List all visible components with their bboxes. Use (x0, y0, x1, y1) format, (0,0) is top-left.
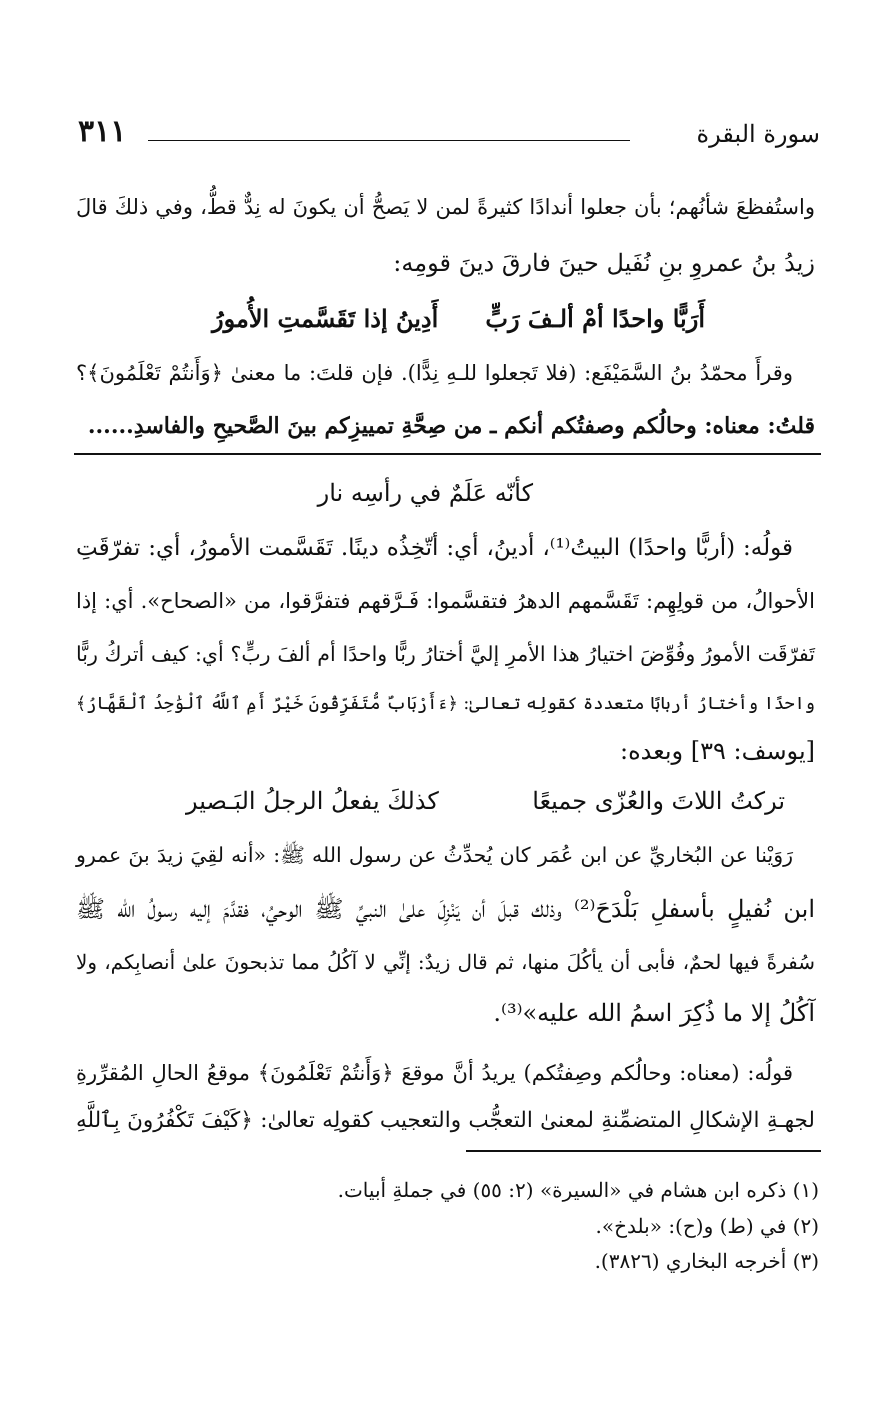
main-text-line-2: زيدُ بنُ عمروِ بنِ نُفَيل حينَ فارقَ دينَ قومِه: (393, 249, 815, 277)
main-text-line-4: وقرأَ محمّدُ بنُ السَّمَيْفَع: (فلا تَجعلوا للـهِ نِدًّا). فإن قلتَ: ما معنىٰ ﴿وَأَنتُمْ تَعْلَمُونَ﴾؟ (76, 361, 793, 385)
commentary-line-6: رَوَيْنا عن البُخاريِّ عن ابن عُمَر كان يُحدِّثُ عن رسول الله ﷺ: «أنه لقِيَ زيدَ بنَ عمرو (76, 843, 793, 867)
commentary-line-3: تَفرّقَت الأمورُ وفُوِّضَ اختيارُ هذا الأمرِ إليَّ أختارُ ربًّا واحدًا أم ألفَ ربٍّ؟ أي: كيف أتركُ ربًّا (76, 642, 815, 666)
poem-hemistich-left: أَدِينُ إذا تَقَسَّمتِ الأُمورُ (212, 304, 439, 333)
surah-title: سورة البقرة (696, 120, 820, 148)
commentary-line-8: سُفرةً فيها لحمٌ، فأبى أن يأكُلَ منها، ثم قال زيدٌ: إنِّي لا آكُلُ مما تذبحونَ علىٰ أنصابِكم، ولا (76, 950, 815, 974)
commentary-line-4: واحدًا وأختارُ أربابًا متعددة كقولِه تعالىٰ: ﴿ءَأَرْبَابٌ مُّتَفَرِّقُونَ خَيْرٌ أَمِ ٱللَّهُ ٱلْوَٰحِدُ ٱلْقَهَّارُ﴾ (75, 694, 815, 714)
poem2-hemistich-left: كذلكَ يفعلُ الرجلُ البَـصير (186, 787, 439, 815)
commentary-line-1: قولُه: (أربًّا واحدًا) البيتُ⁽¹⁾، أدينُ، أي: أتّخِذُه دينًا. تَقَسَّمت الأمورُ، أي: تفرّقَتِ (76, 535, 793, 561)
main-text-line-1: واستُفظعَ شأنُهم؛ بأن جعلوا أندادًا كثيرةً لمن لا يَصحُّ أن يكونَ له نِدٌّ قطُّ، وفي ذلكَ قالَ (76, 195, 815, 219)
main-text-line-5: قلتُ: معناه: وحالُكم وصفتُكم أنكم ـ من صِحَّةِ تمييزِكم بينَ الصَّحيحِ والفاسدِ...... (87, 413, 815, 439)
poem2-hemistich-right: تركتُ اللاتَ والعُزّى جميعًا (532, 787, 785, 815)
commentary-line-2: الأحوالُ، من قولِهِم: تَقَسَّمهم الدهرُ فتقسَّموا: فَـرَّقهم فتفرَّقوا، من «الصحاح». أي: إذا (76, 589, 815, 613)
page-header (78, 114, 820, 158)
commentary-line-10: قولُه: (معناه: وحالُكم وصِفتُكم) يريدُ أنَّ موقعَ ﴿وَأَنتُمْ تَعْلَمُونَ﴾ موقعُ الحالِ المُقرِّرةِ (76, 1061, 793, 1085)
commentary-line-9: آكُلُ إلا ما ذُكِرَ اسمُ الله عليه»⁽³⁾. (493, 999, 815, 1027)
commentary-line-11: لجهـةِ الإشكالِ المتضمِّنةِ لمعنىٰ التعجُّب والتعجيب كقولِه تعالىٰ: ﴿كَيْفَ تَكْفُرُونَ بِٱللَّهِ (76, 1108, 815, 1133)
commentary-line-7: ابن نُفيلٍ بأسفلِ بَلْدَحَ⁽²⁾ وذلك قبلَ أن يَنْزِلَ علىٰ النبيِّ ﷺ الوحيُ، فقدَّمَ إليه رسولُ الله ﷺ (76, 895, 815, 923)
commentary-verse-line: كأنّه عَلَمٌ في رأسِه نار (317, 479, 533, 507)
page-number: ٣١١ (78, 114, 127, 149)
poem-hemistich-right: أَرَبًّا واحدًا أمْ ألـفَ رَبٍّ (485, 304, 705, 333)
footnote-separator (466, 1150, 821, 1152)
commentary-line-5: [يوسف: ٣٩] وبعده: (620, 737, 815, 765)
footnote-3: (٣) أخرجه البخاري (٣٨٢٦). (594, 1249, 819, 1273)
header-rule (148, 140, 630, 141)
footnote-2: (٢) في (ط) و(ح): «بلدخ». (595, 1214, 819, 1238)
footnote-1: (١) ذكره ابن هشام في «السيرة» (٢: ٥٥) في جملةِ أبيات. (337, 1178, 819, 1202)
commentary-separator (74, 453, 821, 455)
